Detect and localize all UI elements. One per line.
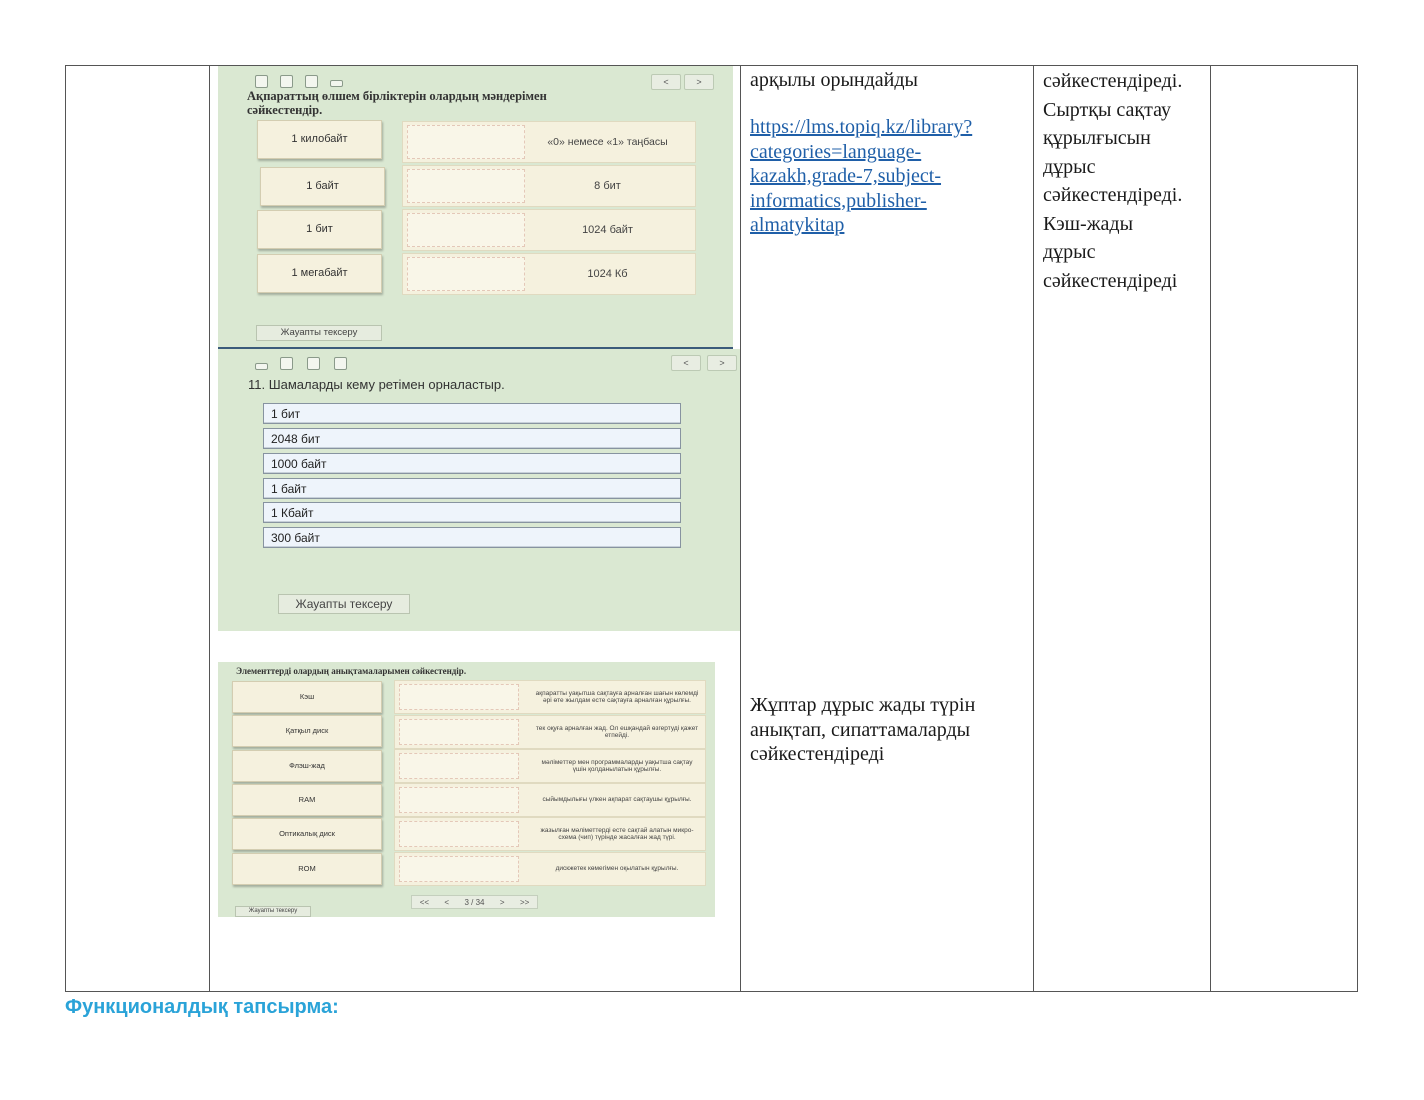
definition-label: 1024 Кб [587,268,628,280]
term-card[interactable] [232,750,382,782]
term-label: Қатқыл диск [285,726,329,735]
question-title: 11. Шамаларды кему ретімен орналастыр. [248,377,505,392]
question-title [247,89,717,117]
text-line: дұрыс [1043,155,1096,178]
term-card[interactable] [232,784,382,816]
question-title: Элементтерді олардың анықтамаларымен сәйкестендір. [236,666,467,676]
square-icon [305,75,318,88]
drop-slot[interactable] [407,257,525,291]
text-line: Кэш-жады [1043,212,1134,235]
definition-label: тек оқуға арналған жад. Ол ешқандай өзгертуді қажет етпейді. [535,724,699,739]
question-title-line: Ақпараттың өлшем бірліктерін олардың мәндерімен [247,89,547,103]
ordering-screenshot [218,349,740,631]
order-item[interactable]: 1 бит [263,403,681,424]
descriptor-text [1043,67,1213,295]
drop-slot[interactable] [407,125,525,159]
definition-label: мәліметтер мен программаларды уақытша сақтау үшін қолданылатын құрылғы. [541,758,693,773]
square-icon [307,357,320,370]
term-label: 1 бит [306,223,333,235]
square-icon [255,75,268,88]
last-page-button[interactable]: >> [519,897,530,907]
square-icon [334,357,347,370]
drop-slot[interactable] [399,753,519,779]
top-text: арқылы орындайды [750,69,918,91]
term-card[interactable] [232,715,382,747]
term-label: 1 байт [306,180,339,192]
drop-slot[interactable] [399,856,519,882]
lesson-table [65,65,1358,992]
order-item[interactable]: 1 байт [263,478,681,499]
memory-matching-screenshot [218,662,715,917]
square-icon [280,357,293,370]
match-row [394,783,706,817]
match-row [394,749,706,783]
match-row [402,121,696,163]
term-card[interactable] [232,818,382,850]
text-line: құрылғысын [1043,127,1151,149]
matching-units-screenshot [218,66,733,348]
drop-slot[interactable] [407,213,525,247]
prev-question-button[interactable]: < [671,355,701,371]
section-heading: Функционалдық тапсырма: [65,996,339,1018]
link-line[interactable]: almatykitap [750,214,845,236]
text-line: дұрыс [1043,241,1096,263]
square-icon [280,75,293,88]
order-item[interactable]: 1000 байт [263,453,681,474]
link-line[interactable]: kazakh,grade-7,subject- [750,165,942,187]
definition-label: ақпаратты уақытша сақтауға арналған шағын көлемді әрі өте жылдам есте сақтауға арналған құрылғы. [535,689,699,704]
assessment-text [750,693,1030,767]
link-line[interactable]: categories=language- [750,140,922,163]
term-label: 1 мегабайт [291,267,348,279]
definition-label: 8 бит [594,180,621,192]
column-divider [1033,66,1034,991]
match-row [402,253,696,295]
column-divider [740,66,741,991]
pager [411,895,538,909]
link-line[interactable]: https://lms.topiq.kz/library? [750,116,973,138]
drop-slot[interactable] [399,684,519,710]
definition-label: жазылған мәліметтерді есте сақтай алатын микро-схема (чип) түрінде жасалған жад түрі. [540,826,694,841]
match-row [402,165,696,207]
text-line: Жұптар дұрыс жады түрін [750,694,976,716]
drop-slot[interactable] [399,787,519,813]
term-label: RAM [298,795,316,804]
term-card[interactable] [232,681,382,713]
term-card[interactable] [257,120,382,159]
order-item[interactable]: 1 Кбайт [263,502,681,523]
question-title-line: сәйкестендір. [247,103,323,117]
page-indicator: 3 / 34 [464,897,485,907]
definition-label: «0» немесе «1» таңбасы [547,136,668,148]
term-card[interactable] [257,210,382,249]
match-row [394,680,706,714]
next-question-button[interactable]: > [684,74,714,90]
dash-icon [255,363,268,370]
match-row [394,715,706,749]
text-line: Сыртқы сақтау [1043,98,1171,121]
term-card[interactable] [260,167,385,206]
prev-question-button[interactable]: < [651,74,681,90]
text-line: анықтап, сипаттамаларды [750,718,971,741]
drop-slot[interactable] [399,719,519,745]
term-label: ROM [298,864,316,873]
order-item[interactable]: 300 байт [263,527,681,548]
match-row [402,209,696,251]
drop-slot[interactable] [407,169,525,203]
column-divider [209,66,210,991]
definition-label: дискжетек көмегімен оқылатын құрылғы. [555,865,679,873]
match-row [394,852,706,886]
check-answer-button[interactable]: Жауапты тексеру [235,906,311,917]
definition-label: сыйымдылығы үлкен ақпарат сақтаушы құрылғы. [542,796,692,804]
term-card[interactable] [257,254,382,293]
dash-icon [330,80,343,87]
drop-slot[interactable] [399,821,519,847]
match-row [394,817,706,851]
order-item[interactable]: 2048 бит [263,428,681,449]
next-page-button[interactable]: > [499,897,505,907]
check-answer-button[interactable]: Жауапты тексеру [278,594,410,614]
term-label: Оптикалық диск [279,829,335,838]
text-line: сәйкестендіреді. [1043,184,1183,206]
text-line: сәйкестендіреді. [1043,70,1183,92]
text-line: сәйкестендіреді [750,743,885,765]
term-label: 1 килобайт [291,133,348,145]
check-answer-button[interactable]: Жауапты тексеру [256,325,382,341]
library-link[interactable] [750,115,1030,238]
text-line: сәйкестендіреді [1043,269,1178,292]
next-question-button[interactable]: > [707,355,737,371]
definition-label: 1024 байт [582,224,633,236]
term-label: Кэш [299,692,315,701]
prev-page-button[interactable]: < [444,897,450,907]
first-page-button[interactable]: << [419,897,430,907]
term-label: Флэш-жад [289,761,325,770]
term-card[interactable] [232,853,382,885]
link-line[interactable]: informatics,publisher- [750,189,927,212]
